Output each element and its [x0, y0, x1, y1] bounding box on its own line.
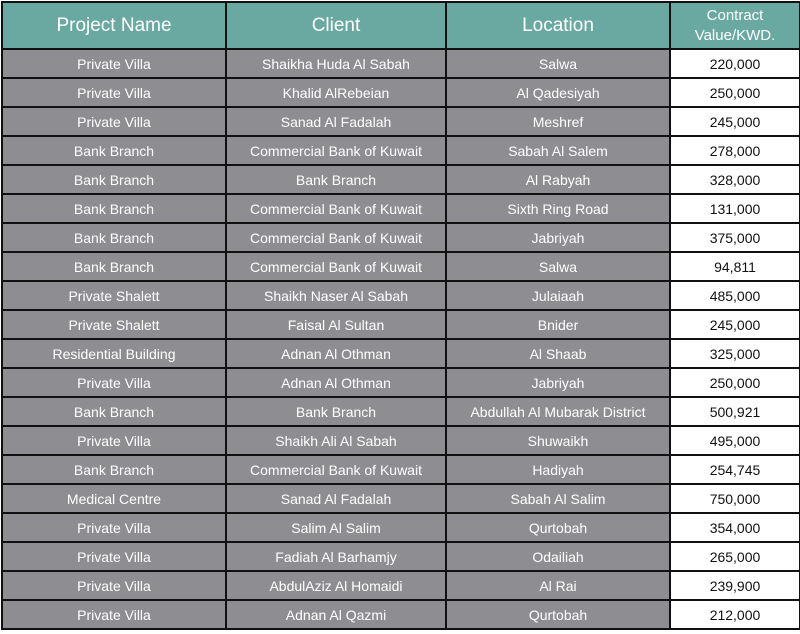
client-cell: Fadiah Al Barhamjy [226, 542, 446, 571]
location-cell: Abdullah Al Mubarak District [446, 397, 670, 426]
location-cell: Qurtobah [446, 513, 670, 542]
column-header-contract-value [670, 2, 800, 49]
contract-value-cell: 212,000 [670, 600, 800, 629]
location-cell: Jabriyah [446, 368, 670, 397]
table-row [2, 165, 800, 194]
project-name-cell: Bank Branch [2, 165, 226, 194]
table-row [2, 600, 800, 629]
project-name-cell: Bank Branch [2, 223, 226, 252]
table-row [2, 78, 800, 107]
contract-value-cell: 500,921 [670, 397, 800, 426]
table-row [2, 484, 800, 513]
contract-header-line-1: Contract [706, 6, 764, 24]
location-cell: Al Rai [446, 571, 670, 600]
contract-value-cell: 265,000 [670, 542, 800, 571]
project-name-cell: Private Villa [2, 78, 226, 107]
contract-value-cell: 278,000 [670, 136, 800, 165]
client-cell: AbdulAziz Al Homaidi [226, 571, 446, 600]
project-name-cell: Private Villa [2, 49, 226, 78]
table-row [2, 368, 800, 397]
contract-value-cell: 328,000 [670, 165, 800, 194]
table-header-row [2, 2, 800, 49]
contract-value-cell: 750,000 [670, 484, 800, 513]
client-cell: Commercial Bank of Kuwait [226, 136, 446, 165]
project-name-cell: Bank Branch [2, 252, 226, 281]
location-cell: Meshref [446, 107, 670, 136]
client-cell: Shaikh Naser Al Sabah [226, 281, 446, 310]
location-cell: Hadiyah [446, 455, 670, 484]
contract-value-cell: 250,000 [670, 78, 800, 107]
table-row [2, 194, 800, 223]
location-cell: Shuwaikh [446, 426, 670, 455]
location-cell: Al Shaab [446, 339, 670, 368]
projects-table [1, 1, 800, 630]
column-header-project-name: Project Name [2, 2, 226, 49]
project-name-cell: Bank Branch [2, 455, 226, 484]
project-name-cell: Bank Branch [2, 136, 226, 165]
contract-value-cell: 245,000 [670, 107, 800, 136]
table-row [2, 136, 800, 165]
project-name-cell: Private Villa [2, 571, 226, 600]
location-cell: Salwa [446, 49, 670, 78]
client-cell: Bank Branch [226, 397, 446, 426]
table-row [2, 252, 800, 281]
contract-value-cell: 220,000 [670, 49, 800, 78]
client-cell: Faisal Al Sultan [226, 310, 446, 339]
table-row [2, 223, 800, 252]
location-cell: Qurtobah [446, 600, 670, 629]
client-cell: Adnan Al Othman [226, 368, 446, 397]
contract-value-cell: 239,900 [670, 571, 800, 600]
client-cell: Commercial Bank of Kuwait [226, 223, 446, 252]
contract-value-cell: 485,000 [670, 281, 800, 310]
project-name-cell: Private Villa [2, 513, 226, 542]
project-name-cell: Medical Centre [2, 484, 226, 513]
contract-value-cell: 354,000 [670, 513, 800, 542]
project-name-cell: Private Shalett [2, 281, 226, 310]
project-name-cell: Private Villa [2, 107, 226, 136]
client-cell: Shaikha Huda Al Sabah [226, 49, 446, 78]
client-cell: Sanad Al Fadalah [226, 107, 446, 136]
table-row [2, 49, 800, 78]
client-cell: Salim Al Salim [226, 513, 446, 542]
client-cell: Commercial Bank of Kuwait [226, 252, 446, 281]
contract-value-cell: 495,000 [670, 426, 800, 455]
client-cell: Commercial Bank of Kuwait [226, 455, 446, 484]
table-row [2, 513, 800, 542]
location-cell: Bnider [446, 310, 670, 339]
location-cell: Julaiaah [446, 281, 670, 310]
location-cell: Sabah Al Salem [446, 136, 670, 165]
client-cell: Shaikh Ali Al Sabah [226, 426, 446, 455]
location-cell: Jabriyah [446, 223, 670, 252]
client-cell: Bank Branch [226, 165, 446, 194]
project-name-cell: Private Villa [2, 600, 226, 629]
table-body [2, 49, 800, 629]
project-name-cell: Residential Building [2, 339, 226, 368]
projects-table-container [1, 1, 799, 630]
table-row [2, 281, 800, 310]
location-cell: Al Rabyah [446, 165, 670, 194]
client-cell: Khalid AlRebeian [226, 78, 446, 107]
table-row [2, 571, 800, 600]
contract-value-cell: 375,000 [670, 223, 800, 252]
contract-value-cell: 245,000 [670, 310, 800, 339]
contract-value-cell: 250,000 [670, 368, 800, 397]
table-row [2, 455, 800, 484]
table-row [2, 107, 800, 136]
contract-value-cell: 131,000 [670, 194, 800, 223]
location-cell: Al Qadesiyah [446, 78, 670, 107]
contract-header-line-2: Value/KWD. [694, 26, 776, 44]
table-row [2, 339, 800, 368]
contract-value-cell: 325,000 [670, 339, 800, 368]
contract-value-cell: 94,811 [670, 252, 800, 281]
project-name-cell: Private Villa [2, 542, 226, 571]
project-name-cell: Bank Branch [2, 194, 226, 223]
location-cell: Salwa [446, 252, 670, 281]
column-header-location: Location [446, 2, 670, 49]
location-cell: Sabah Al Salim [446, 484, 670, 513]
project-name-cell: Private Villa [2, 426, 226, 455]
project-name-cell: Bank Branch [2, 397, 226, 426]
table-row [2, 426, 800, 455]
table-row [2, 310, 800, 339]
client-cell: Adnan Al Qazmi [226, 600, 446, 629]
location-cell: Sixth Ring Road [446, 194, 670, 223]
contract-value-cell: 254,745 [670, 455, 800, 484]
table-row [2, 542, 800, 571]
client-cell: Adnan Al Othman [226, 339, 446, 368]
project-name-cell: Private Shalett [2, 310, 226, 339]
column-header-client: Client [226, 2, 446, 49]
client-cell: Sanad Al Fadalah [226, 484, 446, 513]
table-row [2, 397, 800, 426]
project-name-cell: Private Villa [2, 368, 226, 397]
location-cell: Odailiah [446, 542, 670, 571]
client-cell: Commercial Bank of Kuwait [226, 194, 446, 223]
